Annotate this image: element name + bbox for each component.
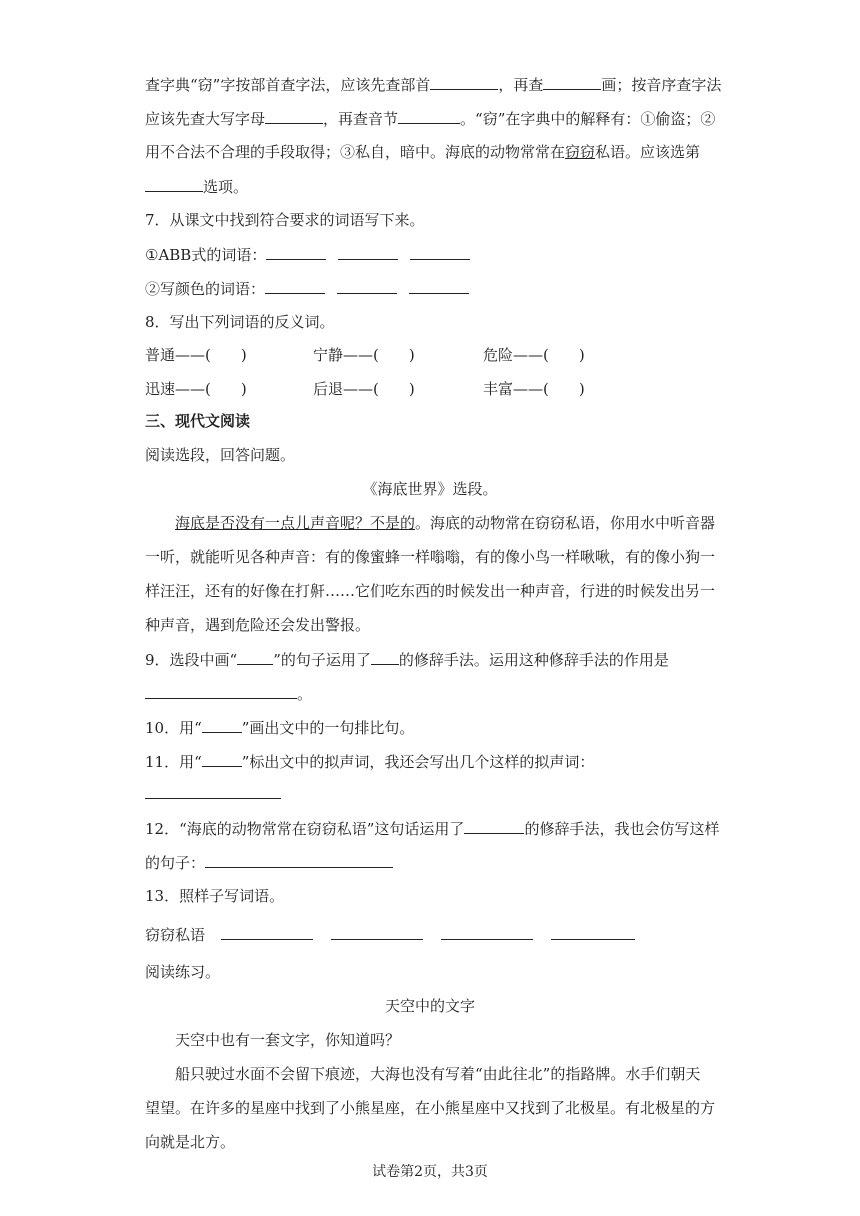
q13-row: [145, 924, 635, 945]
reading2-instruction: 阅读练习。: [145, 963, 221, 981]
text: ): [408, 380, 415, 398]
underlined-word: 窃窃: [565, 143, 596, 161]
text: ，再查音节: [323, 110, 399, 128]
text: ”的句子运用了: [273, 651, 371, 669]
antonym-item: [145, 345, 247, 365]
answer-blank[interactable]: [543, 74, 601, 90]
answer-blank[interactable]: [205, 852, 393, 868]
answer-blank[interactable]: [371, 649, 399, 665]
reading2-p2-line-3: 向就是北方。: [145, 1133, 236, 1151]
text: ): [240, 380, 247, 398]
passage-line-3: 样汪汪，还有的好像在打鼾……它们吃东西的时候发出一种声音，行进的时候发出另一: [145, 582, 716, 600]
text: 迅速——(: [145, 380, 211, 398]
text: 私语。应该选第: [595, 143, 701, 161]
reading2-p1: 天空中也有一套文字，你知道吗？: [175, 1031, 401, 1049]
underlined-sentence: 海底是否没有一点儿声音呢？不是的: [175, 514, 416, 532]
reading2-title: 天空中的文字: [384, 997, 475, 1015]
underline-sample: [202, 751, 242, 767]
text: ): [240, 346, 247, 364]
q6-line-3: [145, 142, 700, 162]
text: ”画出文中的一句排比句。: [241, 719, 415, 737]
text: 宁静——(: [313, 346, 379, 364]
answer-blank[interactable]: [337, 278, 397, 294]
text: ): [578, 380, 585, 398]
text: 画；按音序查字法: [601, 76, 722, 94]
answer-blank[interactable]: [145, 176, 203, 192]
answer-blank[interactable]: [410, 244, 470, 260]
antonym-item: [313, 345, 415, 365]
answer-blank[interactable]: [409, 278, 469, 294]
q12-line-2: [145, 852, 393, 873]
answer-blank[interactable]: [266, 244, 326, 260]
answer-blank[interactable]: [464, 818, 524, 834]
q6-line-4: [145, 176, 248, 197]
answer-blank[interactable]: [338, 244, 398, 260]
q7-color-row: [145, 278, 469, 299]
text: 10．用“: [145, 719, 202, 737]
q8-title: 8．写出下列词语的反义词。: [145, 313, 335, 331]
antonym-item: [483, 345, 585, 365]
underline-sample: [237, 649, 273, 665]
reading2-p2-line-2: 望望。在许多的星座中找到了小熊星座，在小熊星座中又找到了北极星。有北极星的方: [145, 1099, 716, 1117]
text: 12．“海底的动物常常在窃窃私语”这句话运用了: [145, 820, 465, 838]
text: ”标出文中的拟声词，我还会写出几个这样的拟声词：: [241, 753, 595, 771]
text: 的修辞手法。运用这种修辞手法的作用是: [398, 651, 669, 669]
q6-line-1: [145, 74, 721, 95]
q11-answer-line: [145, 783, 281, 804]
text: 应该先查大写字母: [145, 110, 266, 128]
q12-line-1: [145, 818, 719, 839]
answer-blank[interactable]: [145, 783, 281, 799]
answer-blank[interactable]: [430, 74, 498, 90]
text: 危险——(: [483, 346, 549, 364]
answer-blank[interactable]: [145, 683, 297, 699]
text: 用不合法不合理的手段取得；③私自，暗中。海底的动物常常在: [145, 143, 566, 161]
page-footer: 试卷第2页，共3页: [372, 1164, 488, 1180]
label: ①ABB式的词语：: [145, 246, 267, 264]
text: 11．用“: [145, 753, 202, 771]
passage-line-4: 种声音，遇到危险还会发出警报。: [145, 616, 371, 634]
q6-line-2: [145, 108, 715, 129]
text: 的修辞手法，我也会仿写这样: [524, 820, 720, 838]
antonym-item: [483, 379, 585, 399]
q9-line-1: [145, 649, 669, 670]
text: 普通——(: [145, 346, 211, 364]
text: 9．选段中画“: [145, 651, 238, 669]
answer-blank[interactable]: [265, 108, 323, 124]
text: 选项。: [203, 178, 249, 196]
answer-blank[interactable]: [265, 278, 325, 294]
reading2-p2-line-1: 船只驶过水面不会留下痕迹，大海也没有写着“由此往北”的指路牌。水手们朝天: [175, 1065, 701, 1083]
q10: [145, 717, 414, 738]
reading-instruction: 阅读选段，回答问题。: [145, 446, 296, 464]
answer-blank[interactable]: [551, 924, 635, 940]
passage-line-1: [175, 513, 715, 533]
text: ): [408, 346, 415, 364]
example-word: 窃窃私语: [145, 926, 206, 944]
text: 的句子：: [145, 854, 206, 872]
q9-line-2: [145, 683, 312, 704]
answer-blank[interactable]: [398, 108, 460, 124]
passage-title: 《海底世界》选段。: [362, 480, 498, 498]
antonym-item: [313, 379, 415, 399]
answer-blank[interactable]: [331, 924, 423, 940]
q7-abb-row: [145, 244, 470, 265]
text: 。“窃”在字典中的解释有：①偷盗；②: [460, 110, 716, 128]
section-heading: 三、现代文阅读: [145, 412, 251, 430]
text: 后退——(: [313, 380, 379, 398]
answer-blank[interactable]: [221, 924, 313, 940]
text: 。海底的动物常在窃窃私语，你用水中听音器: [415, 514, 716, 532]
q11: [145, 751, 594, 772]
answer-blank[interactable]: [441, 924, 533, 940]
text: 查字典“窃”字按部首查字法，应该先查部首: [145, 76, 431, 94]
antonym-item: [145, 379, 247, 399]
text: 丰富——(: [483, 380, 549, 398]
q13-title: 13．照样子写词语。: [145, 887, 285, 905]
text: 。: [297, 685, 313, 703]
q7-title: 7．从课文中找到符合要求的词语写下来。: [145, 211, 425, 229]
text: ，再查: [498, 76, 544, 94]
underline-sample: [202, 717, 242, 733]
passage-line-2: 一听，就能听见各种声音：有的像蜜蜂一样嗡嗡，有的像小鸟一样啾啾，有的像小狗一: [145, 548, 716, 566]
text: ): [578, 346, 585, 364]
label: ②写颜色的词语：: [145, 280, 266, 298]
